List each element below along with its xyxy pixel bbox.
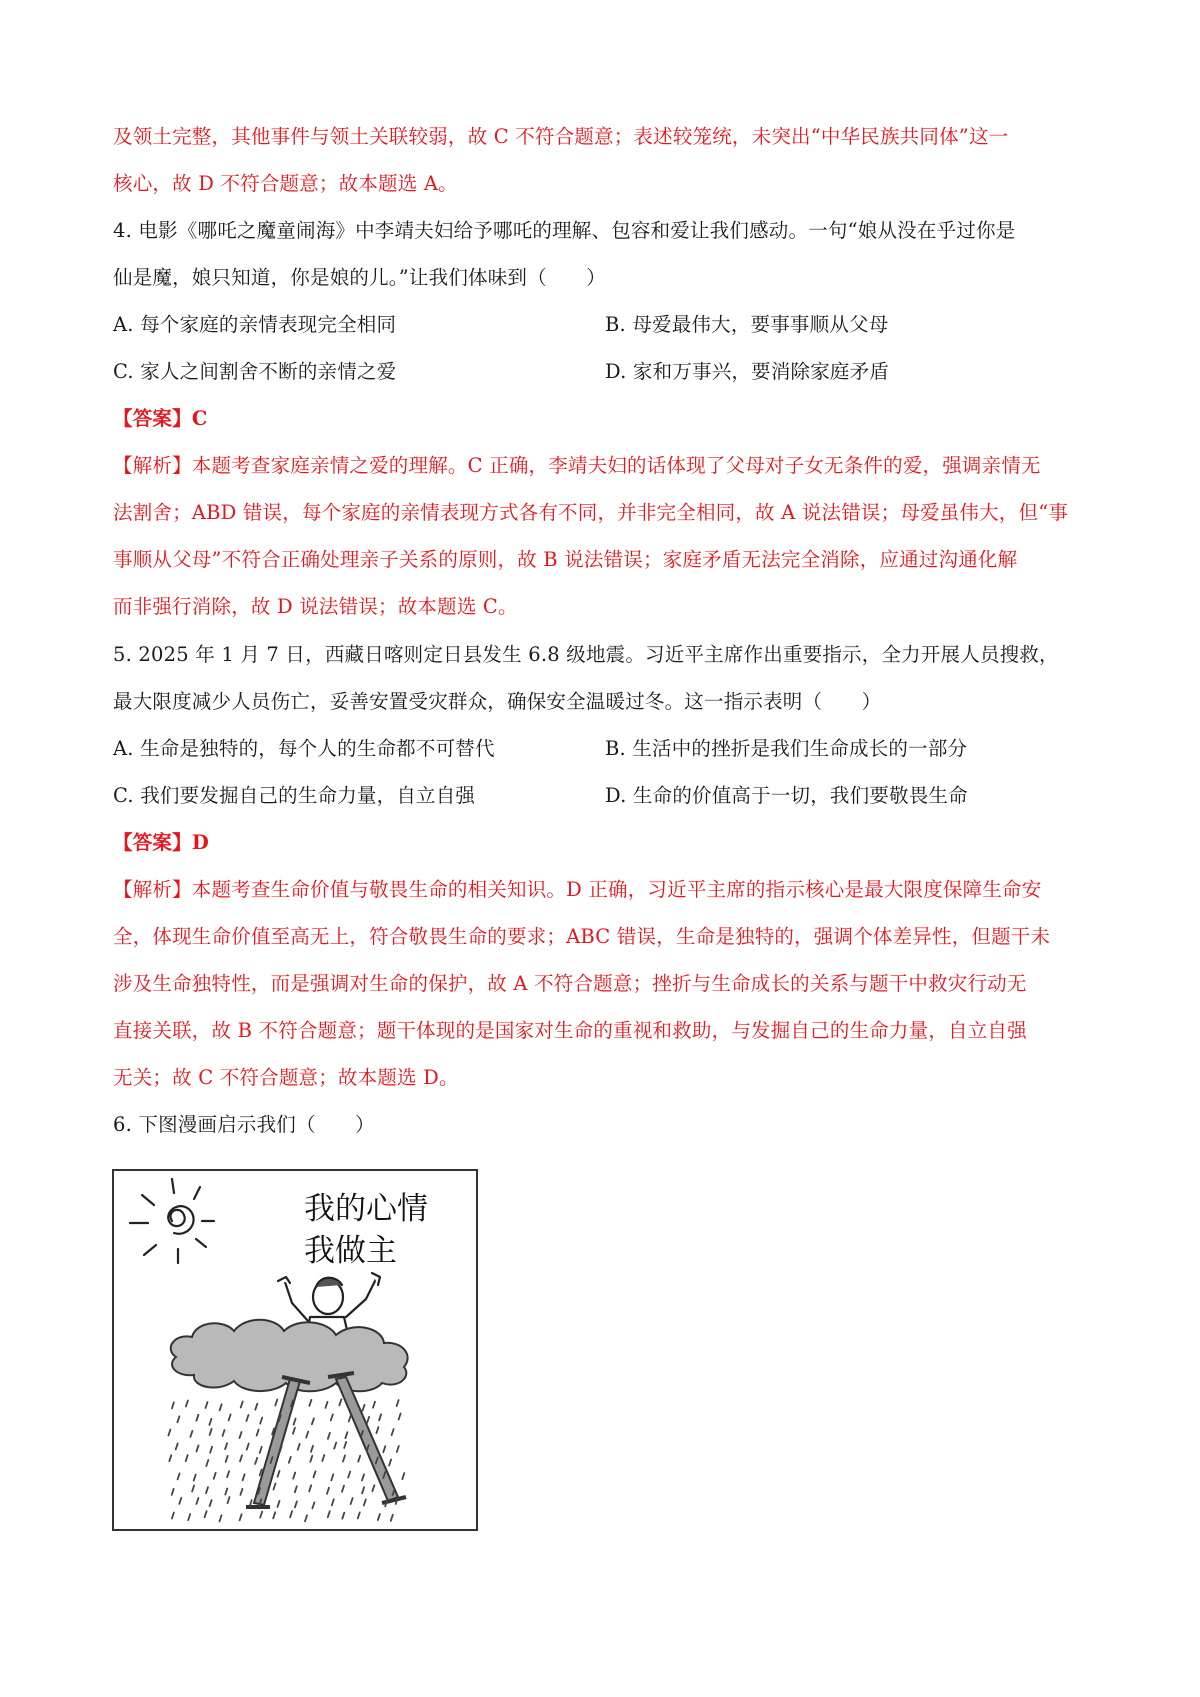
q5-analysis-line-3: 涉及生命独特性，而是强调对生命的保护，故 A 不符合题意；挫折与生命成长的关系与题干中救灾行动无 bbox=[113, 972, 1027, 995]
rain-drop bbox=[260, 1418, 262, 1424]
rain-drop bbox=[358, 1512, 360, 1518]
rain-drop bbox=[220, 1515, 222, 1521]
rain-drop bbox=[255, 1404, 257, 1410]
rain-drop bbox=[309, 1485, 311, 1491]
rain-drop bbox=[331, 1474, 333, 1480]
rain-drop bbox=[275, 1400, 277, 1406]
rain-drop bbox=[228, 1497, 230, 1503]
rain-drop bbox=[293, 1473, 295, 1479]
rain-drop bbox=[376, 1427, 378, 1433]
cartoon-illustration bbox=[114, 1171, 476, 1529]
q5-answer-value: D bbox=[191, 831, 209, 854]
rain-drop bbox=[190, 1431, 192, 1437]
rain-drop bbox=[209, 1419, 211, 1425]
rain-drop bbox=[372, 1485, 374, 1491]
rain-drop bbox=[226, 1456, 228, 1462]
rain-drop bbox=[358, 1456, 360, 1462]
cartoon-caption-line-1: 我的心情 bbox=[304, 1191, 428, 1227]
rain-drop bbox=[362, 1474, 364, 1480]
rain-drop bbox=[397, 1400, 399, 1406]
q5-analysis-line-2: 全，体现生命价值至高无上，符合敬畏生命的要求；ABC 错误，生命是独特的，强调个体差异性，但题干未 bbox=[113, 925, 1051, 948]
q5-stem-line-2: 最大限度减少人员伤亡，妥善安置受灾群众，确保安全温暖过冬。这一指示表明（ ） bbox=[113, 690, 882, 713]
rain-drop bbox=[196, 1498, 198, 1504]
rain-drop bbox=[274, 1484, 276, 1490]
rain-drop bbox=[168, 1430, 170, 1436]
q5-analysis-line-4: 直接关联，故 B 不符合题意；题干体现的是国家对生命的重视和救助，与发掘自己的生命力量，自立自强 bbox=[113, 1019, 1027, 1042]
rain-drop bbox=[331, 1414, 333, 1420]
rain-drop bbox=[364, 1500, 366, 1506]
rain-drop bbox=[312, 1502, 314, 1508]
rain-drop bbox=[379, 1414, 381, 1420]
rain-drop bbox=[363, 1405, 365, 1411]
rain-drop bbox=[402, 1473, 404, 1479]
rain-drop bbox=[223, 1430, 225, 1436]
q4-analysis-line-3: 事顺从父母”不符合正确处理亲子关系的原则，故 B 说法错误；家庭矛盾无法完全消除，应通过沟通化解 bbox=[113, 548, 1018, 571]
rain-drop bbox=[257, 1430, 259, 1436]
rain-drop bbox=[311, 1446, 313, 1452]
rain-drop bbox=[295, 1486, 297, 1492]
q4-analysis-line-4: 而非强行消除，故 D 说法错误；故本题选 C。 bbox=[113, 595, 518, 618]
rain-drop bbox=[348, 1472, 350, 1478]
q5-answer bbox=[113, 829, 209, 857]
q3-analysis-line-2: 核心，故 D 不符合题意；故本题选 A。 bbox=[113, 172, 458, 195]
rain-drop bbox=[196, 1415, 198, 1421]
rain-drop bbox=[246, 1415, 248, 1421]
rain-drop bbox=[179, 1498, 181, 1504]
rain-drop bbox=[210, 1429, 212, 1435]
rain-drop bbox=[197, 1445, 199, 1451]
rain-drop bbox=[322, 1455, 324, 1461]
rain-drop bbox=[326, 1402, 328, 1408]
rain-drop bbox=[306, 1432, 308, 1438]
cartoon-image bbox=[112, 1169, 478, 1531]
q4-option-c: C. 家人之间割舍不断的亲情之爱 bbox=[113, 360, 397, 383]
rain-drop bbox=[206, 1460, 208, 1466]
rain-drop bbox=[342, 1513, 344, 1519]
q5-stem-line-1: 5. 2025 年 1 月 7 日，西藏日喀则定日县发生 6.8 级地震。习近平主席作出重要指示，全力开展人员搜救， bbox=[113, 643, 1059, 666]
rain-drop bbox=[349, 1415, 351, 1421]
q5-analysis-line-5: 无关；故 C 不符合题意；故本题选 D。 bbox=[113, 1066, 459, 1089]
rain-drop bbox=[339, 1399, 341, 1405]
rain-drop bbox=[260, 1512, 262, 1518]
crutch-icon bbox=[246, 1373, 406, 1507]
rain-drop bbox=[399, 1414, 401, 1420]
rain-drop bbox=[343, 1456, 345, 1462]
rain-drop bbox=[392, 1429, 394, 1435]
rain-drop bbox=[294, 1419, 296, 1425]
rain-drop bbox=[290, 1511, 292, 1517]
rain-drop bbox=[373, 1402, 375, 1408]
rain-drop bbox=[345, 1432, 347, 1438]
rain-drop bbox=[328, 1433, 330, 1439]
q6-stem: 6. 下图漫画启示我们（ ） bbox=[113, 1113, 375, 1136]
q3-analysis-line-1: 及领土完整，其他事件与领土关联较弱，故 C 不符合题意；表述较笼统，未突出“中华民族共同体”这一 bbox=[113, 125, 1009, 148]
rain-drop bbox=[314, 1471, 316, 1477]
q5-option-a: A. 生命是独特的，每个人的生命都不可替代 bbox=[113, 737, 495, 760]
q4-option-d: D. 家和万事兴，要消除家庭矛盾 bbox=[605, 360, 890, 383]
rain-drop bbox=[310, 1456, 312, 1462]
rain-drop bbox=[243, 1474, 245, 1480]
rain-drop bbox=[227, 1471, 229, 1477]
rain-drop bbox=[240, 1432, 242, 1438]
rain-drop bbox=[305, 1515, 307, 1521]
rain-drop bbox=[278, 1501, 280, 1507]
rain-drop bbox=[172, 1402, 174, 1408]
q5-option-d: D. 生命的价值高于一切，我们要敬畏生命 bbox=[605, 784, 968, 807]
q4-analysis-line-2: 法割舍；ABD 错误，每个家庭的亲情表现方式各有不同，并非完全相同，故 A 说法错误；母爱虽伟大，但“事 bbox=[113, 501, 1069, 524]
q4-answer-label: 【答案】 bbox=[113, 407, 192, 430]
rain-drop bbox=[289, 1457, 291, 1463]
rain-drop bbox=[255, 1458, 257, 1464]
q4-option-a: A. 每个家庭的亲情表现完全相同 bbox=[113, 313, 397, 336]
rain-drop bbox=[206, 1402, 208, 1408]
q4-analysis-line-1: 【解析】本题考查家庭亲情之爱的理解。C 正确，李靖夫妇的话体现了父母对子女无条件的爱，强调亲情无 bbox=[113, 454, 1041, 477]
rain-drop bbox=[332, 1499, 334, 1505]
rain-drop bbox=[278, 1471, 280, 1477]
cartoon-caption-line-2: 我做主 bbox=[304, 1233, 397, 1269]
rain-drop bbox=[334, 1443, 336, 1449]
rain-drop bbox=[177, 1416, 179, 1422]
rain-drop bbox=[240, 1489, 242, 1495]
q4-answer bbox=[113, 405, 208, 433]
q4-stem-line-2: 仙是魔，娘只知道，你是娘的儿。”让我们体味到（ ） bbox=[113, 266, 606, 289]
rain-drop bbox=[214, 1473, 216, 1479]
rain-drop bbox=[186, 1455, 188, 1461]
rain-drop bbox=[362, 1487, 364, 1493]
rain-drop bbox=[206, 1487, 208, 1493]
q5-option-b: B. 生活中的挫折是我们生命成长的一部分 bbox=[605, 737, 968, 760]
rain-drop bbox=[293, 1428, 295, 1434]
rain-drop bbox=[327, 1488, 329, 1494]
rain-drop bbox=[378, 1514, 380, 1520]
q5-analysis-line-1: 【解析】本题考查生命价值与敬畏生命的相关知识。D 正确，习近平主席的指示核心是最大限度保障生命安 bbox=[113, 878, 1042, 901]
q4-option-b: B. 母爱最伟大，要事事顺从父母 bbox=[605, 313, 889, 336]
sun-icon bbox=[130, 1179, 214, 1263]
rain-drop bbox=[192, 1486, 194, 1492]
q5-option-c: C. 我们要发掘自己的生命力量，自立自强 bbox=[113, 784, 476, 807]
rain-drop bbox=[240, 1514, 242, 1520]
rain-drop bbox=[328, 1511, 330, 1517]
rain-drop bbox=[169, 1455, 171, 1461]
rain-drop bbox=[225, 1489, 227, 1495]
rain-drop bbox=[220, 1404, 222, 1410]
rain-drop bbox=[241, 1402, 243, 1408]
rain-drop bbox=[172, 1489, 174, 1495]
rain-drop bbox=[351, 1498, 353, 1504]
q4-answer-value: C bbox=[191, 407, 208, 430]
rain-drop bbox=[367, 1417, 369, 1423]
rain-drop bbox=[342, 1486, 344, 1492]
rain-drop bbox=[391, 1515, 393, 1521]
rain-drop bbox=[309, 1400, 311, 1406]
rain-drop bbox=[273, 1512, 275, 1518]
rain-drop bbox=[225, 1443, 227, 1449]
rain-drop bbox=[397, 1446, 399, 1452]
rain-drop bbox=[176, 1443, 178, 1449]
rain-drop bbox=[298, 1444, 300, 1450]
rain-drop bbox=[194, 1475, 196, 1481]
q5-answer-label: 【答案】 bbox=[113, 831, 192, 854]
q4-stem-line-1: 4. 电影《哪吒之魔童闹海》中李靖夫妇给予哪吒的理解、包容和爱让我们感动。一句“娘从没在乎过你是 bbox=[113, 219, 1016, 242]
rain-drop bbox=[186, 1401, 188, 1407]
rain-drop bbox=[295, 1501, 297, 1507]
rain-drop bbox=[344, 1442, 346, 1448]
rain-drop bbox=[210, 1447, 212, 1453]
rain-drop bbox=[240, 1455, 242, 1461]
rain-drop bbox=[210, 1500, 212, 1506]
rain-drop bbox=[247, 1444, 249, 1450]
rain-drop bbox=[229, 1414, 231, 1420]
rain-drop bbox=[188, 1514, 190, 1520]
rain-drop bbox=[383, 1446, 385, 1452]
rain-drop bbox=[389, 1460, 391, 1466]
rain-drop bbox=[260, 1447, 262, 1453]
rain-drop bbox=[178, 1473, 180, 1479]
rain-drop bbox=[172, 1513, 174, 1519]
rain-drop bbox=[312, 1418, 314, 1424]
rain-drop bbox=[205, 1511, 207, 1517]
